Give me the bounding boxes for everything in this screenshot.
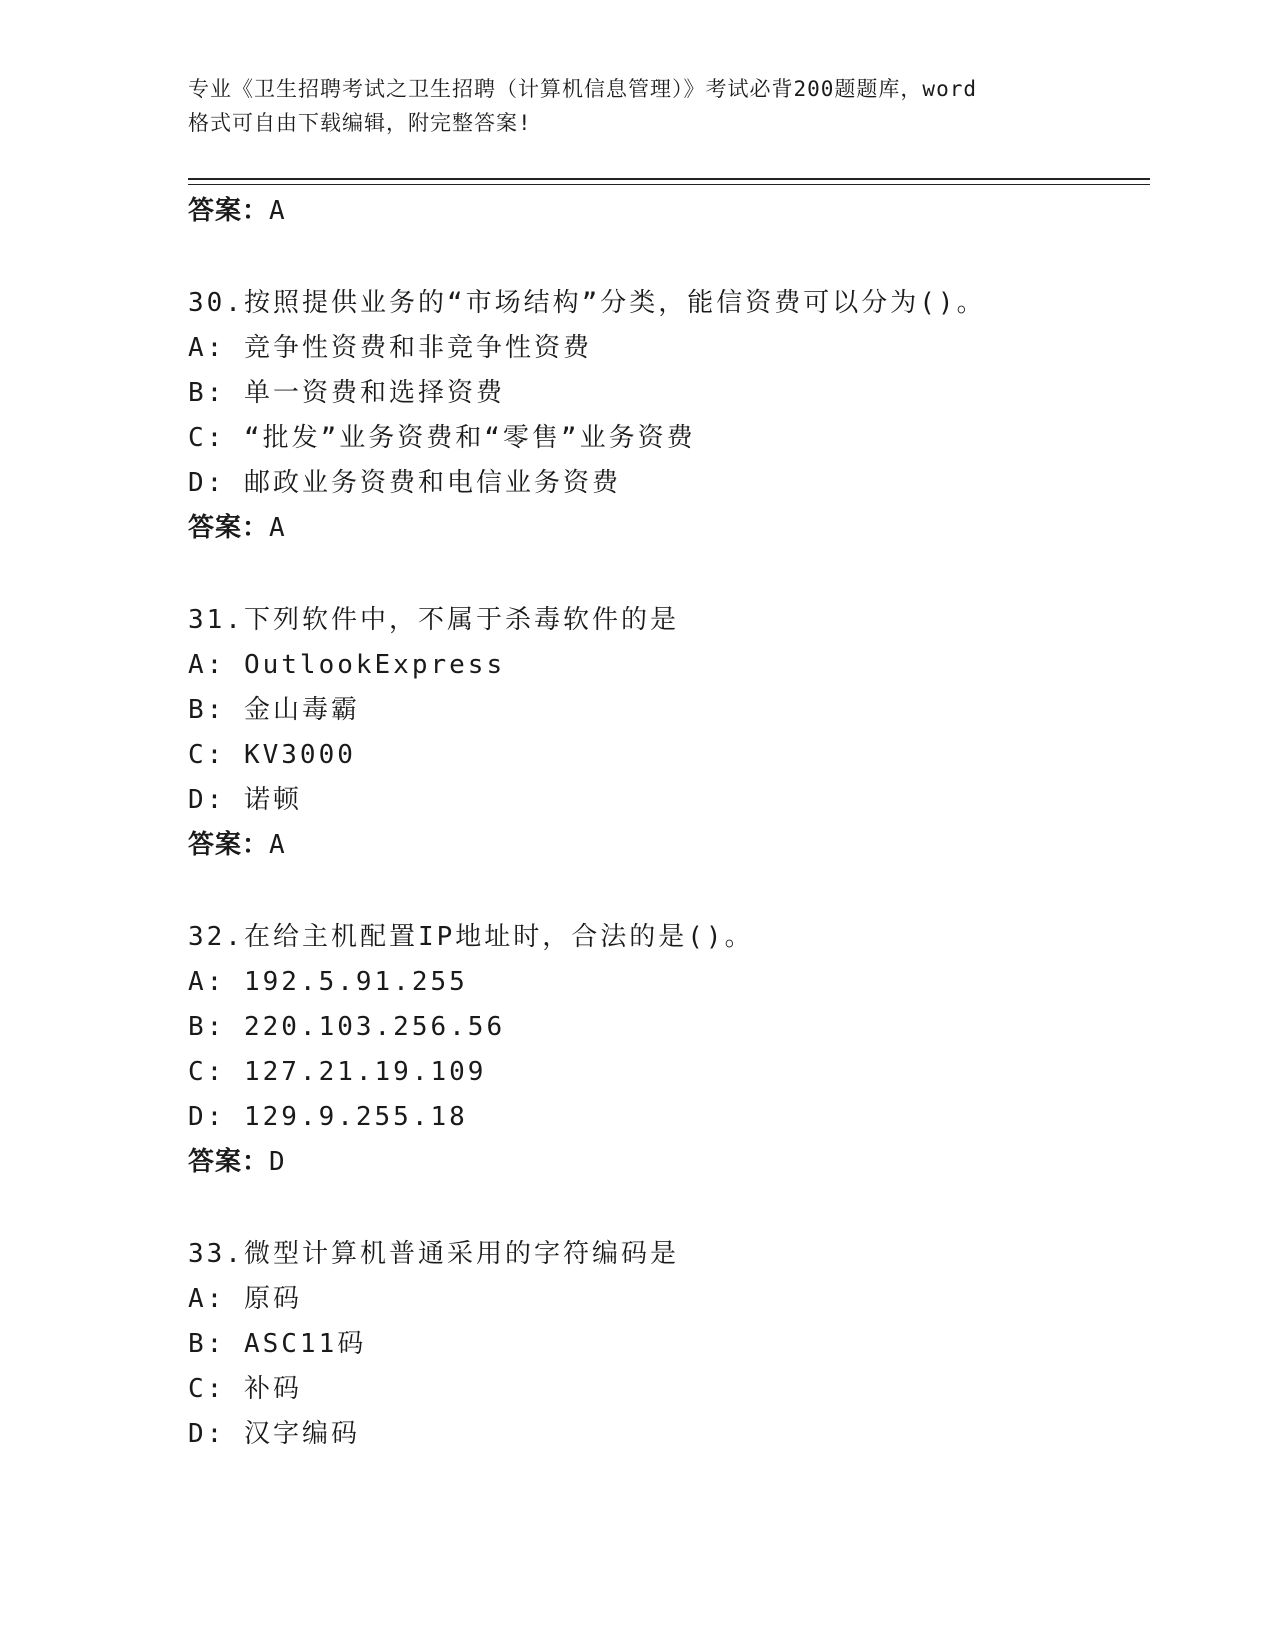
header-rule-thin xyxy=(188,184,1150,185)
option-d: D: 邮政业务资费和电信业务资费 xyxy=(188,468,621,498)
answer-line xyxy=(188,1145,1148,1179)
answer-label: 答案： xyxy=(188,513,270,543)
answer-line xyxy=(188,511,1148,545)
question-32 xyxy=(188,920,1148,1179)
answer-line xyxy=(188,194,1148,228)
option-a: A: 原码 xyxy=(188,1284,302,1314)
option-c: C: “批发”业务资费和“零售”业务资费 xyxy=(188,423,696,453)
question-text: 31.下列软件中，不属于杀毒软件的是 xyxy=(188,605,679,635)
question-30 xyxy=(188,286,1148,545)
option-c: C: 127.21.19.109 xyxy=(188,1057,487,1087)
option-b: B: 金山毒霸 xyxy=(188,695,360,725)
option-b: B: 220.103.256.56 xyxy=(188,1012,506,1042)
question-33 xyxy=(188,1237,1148,1451)
answer-value: A xyxy=(269,196,286,226)
option-b: B: ASC11码 xyxy=(188,1329,367,1359)
answer-label: 答案： xyxy=(188,1147,270,1177)
answer-label: 答案： xyxy=(188,196,270,226)
option-d: D: 汉字编码 xyxy=(188,1419,360,1449)
header-line-2: 格式可自由下载编辑，附完整答案! xyxy=(188,111,532,135)
option-c: C: KV3000 xyxy=(188,740,356,770)
question-31 xyxy=(188,603,1148,862)
answer-value: A xyxy=(269,513,286,543)
option-b: B: 单一资费和选择资费 xyxy=(188,378,505,408)
question-text: 30.按照提供业务的“市场结构”分类，能信资费可以分为()。 xyxy=(188,288,986,318)
question-list xyxy=(188,190,1148,1451)
option-a: A: 竞争性资费和非竞争性资费 xyxy=(188,333,592,363)
answer-line xyxy=(188,828,1148,862)
header-line-1: 专业《卫生招聘考试之卫生招聘（计算机信息管理）》考试必背200题题库，word xyxy=(188,77,977,101)
option-a: A: OutlookExpress xyxy=(188,650,506,680)
option-a: A: 192.5.91.255 xyxy=(188,967,468,997)
option-d: D: 129.9.255.18 xyxy=(188,1102,468,1132)
question-text: 32.在给主机配置IP地址时，合法的是()。 xyxy=(188,922,754,952)
answer-value: A xyxy=(269,830,286,860)
option-d: D: 诺顿 xyxy=(188,785,302,815)
answer-value: D xyxy=(269,1147,286,1177)
header-rule-thick xyxy=(188,178,1150,180)
question-text: 33.微型计算机普通采用的字符编码是 xyxy=(188,1239,679,1269)
answer-label: 答案： xyxy=(188,830,270,860)
document-header xyxy=(188,72,1088,140)
option-c: C: 补码 xyxy=(188,1374,302,1404)
